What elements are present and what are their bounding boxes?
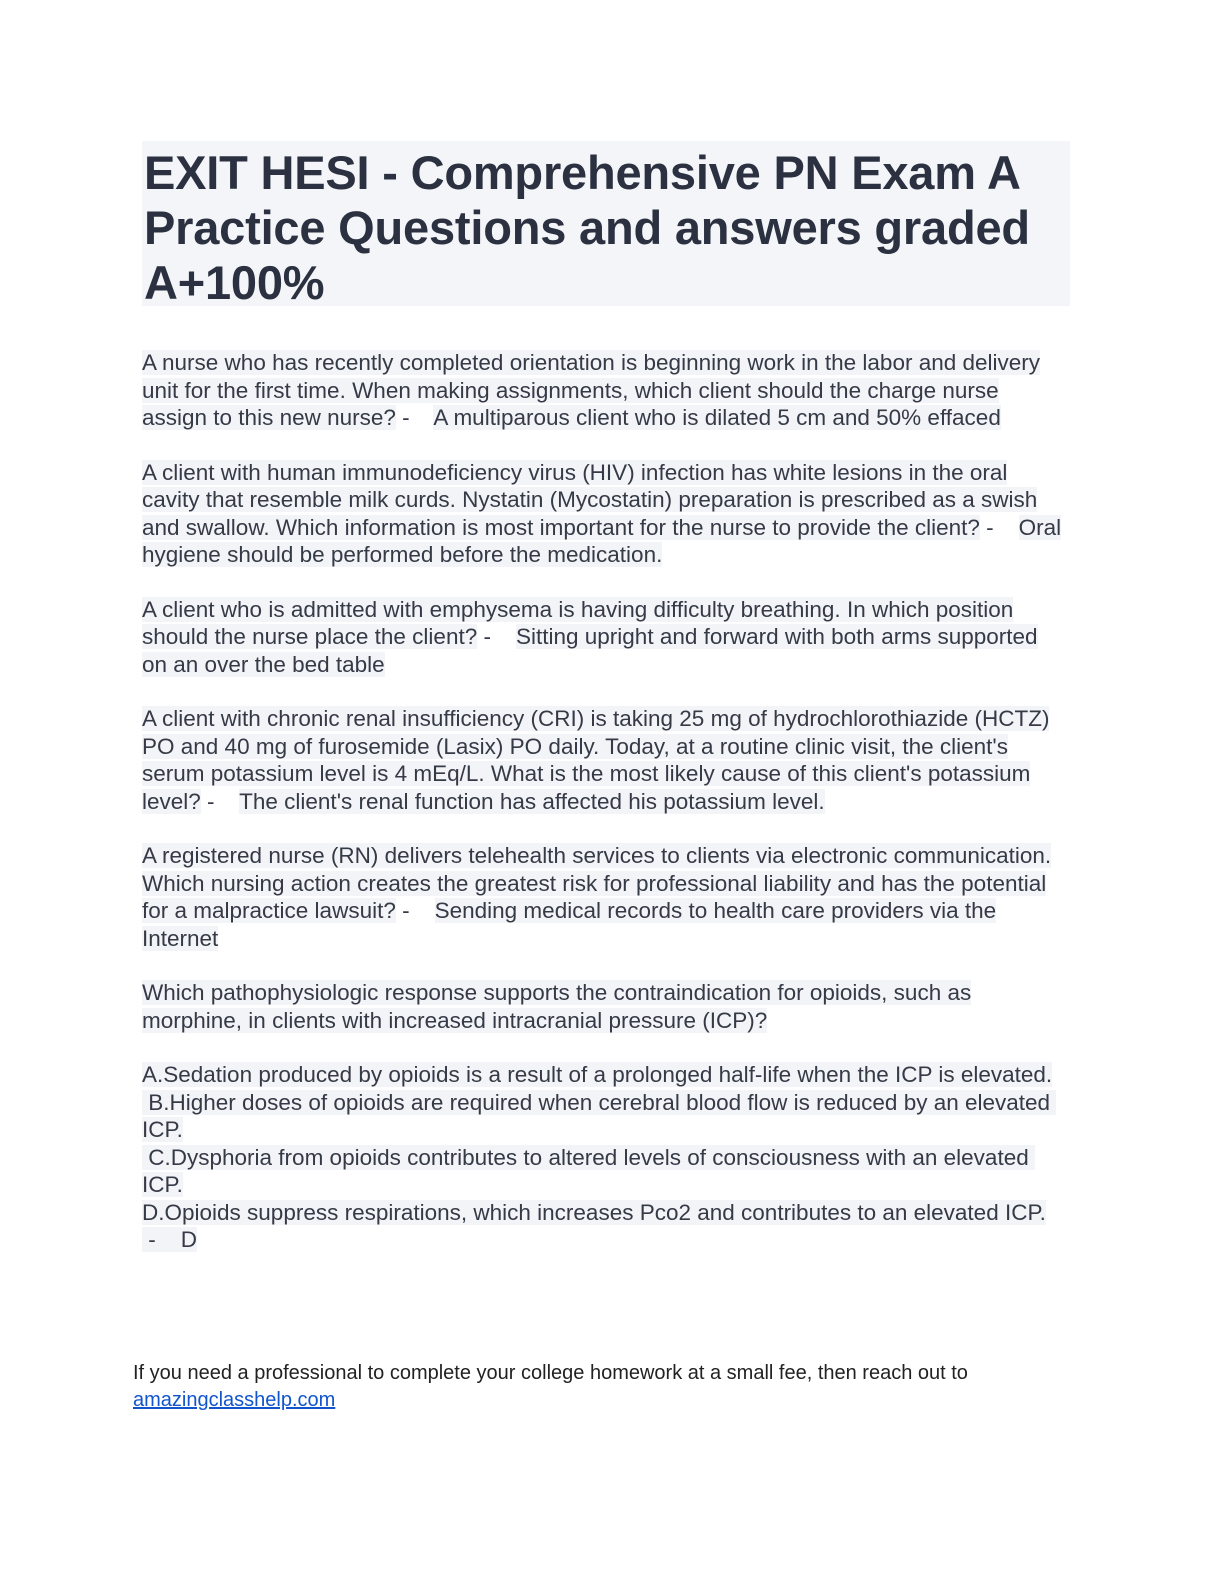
option-c-text: C.Dysphoria from opioids contributes to altered levels of consciousness with an elevated ICP. [142, 1144, 1035, 1197]
answer-text: The client's renal function has affected his potassium level. [239, 788, 825, 814]
answer-text: A multiparous client who is dilated 5 cm and 50% effaced [433, 405, 1001, 430]
answer-text: Oral hygiene should be performed before the medication. [142, 514, 1062, 567]
answer-text: D [180, 1227, 197, 1252]
qa-item-2 [142, 459, 1067, 569]
answer-separator: - [142, 1227, 181, 1252]
option-a [142, 1061, 1067, 1089]
qa-item-4 [142, 705, 1067, 815]
option-d [142, 1199, 1067, 1254]
qa-item-1 [142, 349, 1067, 432]
option-b-text: B.Higher doses of opioids are required when cerebral blood flow is reduced by an elevated ICP. [142, 1089, 1057, 1142]
option-b [142, 1089, 1067, 1144]
question-text: A client who is admitted with emphysema is having difficulty breathing. In which position should the nurse place the client? [142, 596, 1014, 649]
qa-item-3 [142, 596, 1067, 679]
document-body [142, 349, 1067, 1281]
question-text: A client with human immunodeficiency virus (HIV) infection has white lesions in the oral cavity that resemble milk curds. Nystatin (Mycostatin) preparation is prescribed as a swish and swallow. Which information is most important for the nurse to provide the client? [142, 459, 1038, 540]
answer-options [142, 1061, 1067, 1254]
answer-separator: - [477, 624, 516, 649]
footer-text: If you need a professional to complete your college homework at a small fee, then reach out to [133, 1362, 968, 1384]
answer-separator: - [395, 405, 434, 430]
answer-separator: - [200, 788, 240, 814]
qa-item-5 [142, 842, 1067, 952]
question-text: Which pathophysiologic response supports the contraindication for opioids, such as morphine, in clients with increased intracranial pressure (ICP)? [142, 980, 972, 1033]
answer-separator: - [979, 514, 1019, 540]
option-d-text: D.Opioids suppress respirations, which increases Pco2 and contributes to an elevated ICP. [142, 1199, 1046, 1225]
option-a-text: A.Sedation produced by opioids is a result of a prolonged half-life when the ICP is elevated. [142, 1062, 1053, 1087]
question-text: A client with chronic renal insufficiency (CRI) is taking 25 mg of hydrochlorothiazide (HCTZ) PO and 40 mg of furosemide (Lasix) PO daily. Today, at a routine clinic visit, the client's serum potassium level is 4 mEq/L. What is the most likely cause of this client's potassium level? [142, 706, 1050, 814]
answer-text: Sending medical records to health care providers via the Internet [142, 898, 997, 951]
answer-text: Sitting upright and forward with both arms supported on an over the bed table [142, 624, 1038, 677]
option-c [142, 1144, 1067, 1199]
qa-item-6-question [142, 979, 1067, 1034]
footer-link[interactable]: amazingclasshelp.com [133, 1389, 336, 1411]
title-block [142, 141, 1070, 309]
answer-separator: - [395, 898, 435, 923]
footer-note [133, 1360, 1093, 1414]
question-text: A nurse who has recently completed orientation is beginning work in the labor and delivery unit for the first time. When making assignments, which client should the charge nurse assign to this new nurse? [142, 350, 1041, 430]
question-text: A registered nurse (RN) delivers telehealth services to clients via electronic communication. Which nursing action creates the greatest risk for professional liability and has the potential for a malpractice lawsuit? [142, 843, 1052, 923]
document-title: EXIT HESI - Comprehensive PN Exam A Practice Questions and answers graded A+100% [144, 146, 1030, 309]
